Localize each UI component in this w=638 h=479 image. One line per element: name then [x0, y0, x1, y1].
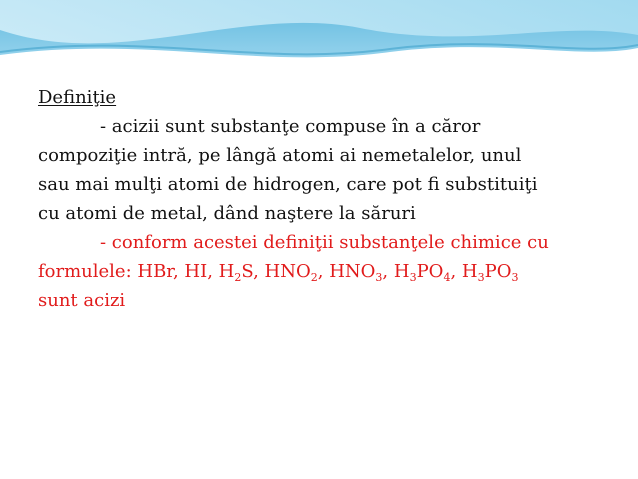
- formula-h2s: $H_2S$: [218, 261, 254, 284]
- formula-hno2: $HNO_2$: [264, 261, 318, 284]
- examples-paragraph: - conform acestei definiţii substanţele chimice cu formulele: HBr, HI, $H_2S$, $HNO_2$, $HNO_3$, $H_3PO_4$, $H_3PO_3$ sunt acizi: [38, 232, 549, 311]
- slide-content: [38, 83, 618, 315]
- slide-title: Definiţie: [38, 87, 117, 108]
- definition-line-1: - acizii sunt substanţe compuse în a căror: [100, 116, 481, 137]
- definition-line-4: cu atomi de metal, dând naştere la săruri: [38, 203, 416, 224]
- examples-intro: formulele:: [38, 261, 138, 282]
- formula-hno3: $HNO_3$: [329, 261, 383, 284]
- decorative-wave-banner: [0, 0, 638, 70]
- formula-hi: HI: [184, 261, 208, 282]
- definition-line-2: compoziţie intră, pe lângă atomi ai nemetalelor, unul: [38, 145, 522, 166]
- definition-paragraph: [38, 112, 618, 228]
- formula-h3po3: $H_3PO_3$: [461, 261, 519, 284]
- examples-line-3: sunt acizi: [38, 290, 126, 311]
- examples-line-1: - conform acestei definiţii substanţele chimice cu: [100, 232, 549, 253]
- definition-line-3: sau mai mulţi atomi de hidrogen, care pot fi substituiţi: [38, 174, 538, 195]
- formula-hbr: HBr: [137, 261, 173, 282]
- formula-h3po4: $H_3PO_4$: [393, 261, 451, 284]
